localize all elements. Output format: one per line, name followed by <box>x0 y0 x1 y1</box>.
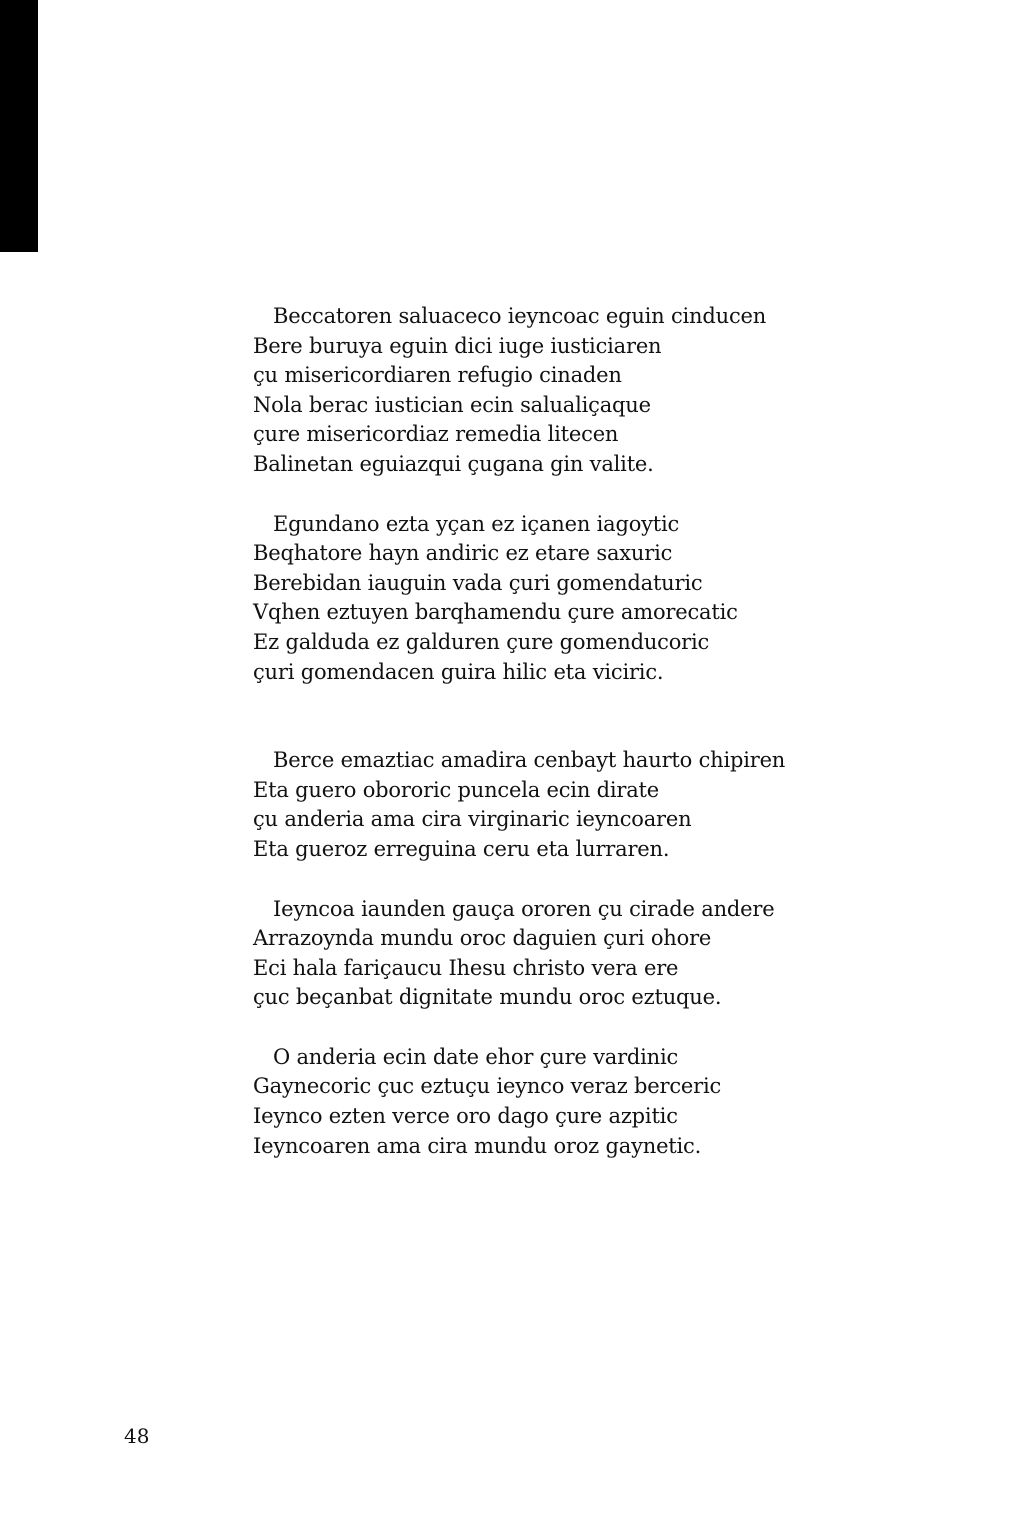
verse-line: Nola berac iustician ecin salualiçaque <box>253 392 651 417</box>
verse-line: Eci hala fariçaucu Ihesu christo vera ere <box>253 955 679 980</box>
verse-line: Balinetan eguiazqui çugana gin valite. <box>253 451 654 476</box>
verse-line: Arrazoynda mundu oroc daguien çuri ohore <box>253 926 712 951</box>
verse-line: Eta guero obororic puncela ecin dirate <box>253 777 660 802</box>
verse-line: Berebidan iauguin vada çuri gomendaturic <box>253 570 703 595</box>
stanza <box>253 895 833 1013</box>
verse-line: Ez galduda ez galduren çure gomenducoric <box>253 629 710 654</box>
verse-line: Vqhen eztuyen barqhamendu çure amorecatic <box>253 600 738 625</box>
verse-line: Ieyncoa iaunden gauça ororen çu cirade andere <box>273 896 775 921</box>
verse-line: Beccatoren saluaceco ieyncoac eguin cinducen <box>273 304 767 328</box>
verse-line: Gaynecoric çuc eztuçu ieynco veraz berceric <box>253 1074 722 1099</box>
verse-line: O anderia ecin date ehor çure vardinic <box>273 1044 679 1069</box>
poem-text <box>253 302 833 1161</box>
stanza <box>253 746 833 864</box>
verse-line: çu misericordiaren refugio cinaden <box>253 363 622 388</box>
verse-line: çure misericordiaz remedia litecen <box>253 422 619 447</box>
binding-shadow <box>0 0 38 252</box>
verse-line: çu anderia ama cira virginaric ieyncoaren <box>253 807 692 832</box>
verse-line: Eta gueroz erreguina ceru eta lurraren. <box>253 836 670 861</box>
page-number: 48 <box>124 1424 150 1448</box>
stanza <box>253 510 833 688</box>
verse-line: Ieyncoaren ama cira mundu oroz gaynetic. <box>253 1133 702 1158</box>
verse-line: çuri gomendacen guira hilic eta viciric. <box>253 659 664 684</box>
verse-line: çuc beçanbat dignitate mundu oroc eztuque. <box>253 985 722 1010</box>
verse-line: Berce emaztiac amadira cenbayt haurto chipiren <box>273 748 786 773</box>
verse-line: Bere buruya eguin dici iuge iusticiaren <box>253 333 662 358</box>
verse-line: Ieynco ezten verce oro dago çure azpitic <box>253 1104 678 1129</box>
verse-line: Egundano ezta yçan ez içanen iagoytic <box>273 511 680 536</box>
stanza <box>253 302 833 480</box>
verse-line: Beqhatore hayn andiric ez etare saxuric <box>253 541 673 566</box>
stanza <box>253 1043 833 1161</box>
